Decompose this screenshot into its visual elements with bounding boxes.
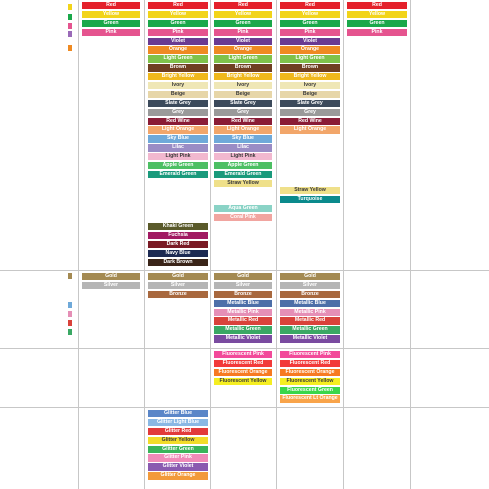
chip-stack-extra — [214, 205, 272, 223]
color-chip: Light Green — [214, 55, 272, 62]
color-chip: Glitter Pink — [148, 454, 208, 461]
color-chip: Grey — [280, 109, 340, 116]
color-chip: Pink — [82, 29, 140, 36]
color-chip: Silver — [148, 282, 208, 289]
color-chip: Bright Yellow — [214, 73, 272, 80]
chip-stack — [148, 410, 208, 481]
color-chip: Slate Grey — [280, 100, 340, 107]
color-chip: Emerald Green — [214, 171, 272, 178]
color-chip: Yellow — [280, 11, 340, 18]
color-chip: Bronze — [214, 291, 272, 298]
color-chip: Red — [280, 2, 340, 9]
chip-stack — [82, 2, 140, 38]
color-chip: Gold — [82, 273, 140, 280]
color-chip: Red — [148, 2, 208, 9]
color-chip: Gold — [148, 273, 208, 280]
edge-swatch — [68, 311, 72, 317]
color-chip: Pink — [148, 29, 208, 36]
color-chip: Fluorescent Pink — [214, 351, 272, 358]
color-chip: Fluorescent Red — [214, 360, 272, 367]
color-chip: Metallic Red — [280, 317, 340, 324]
column-divider — [343, 0, 344, 489]
edge-swatch — [68, 273, 72, 279]
color-chip: Brown — [214, 64, 272, 71]
color-chip: Red Wine — [148, 118, 208, 125]
color-chip: Slate Grey — [214, 100, 272, 107]
color-chip: Red — [347, 2, 407, 9]
color-chip: Green — [148, 20, 208, 27]
color-chip: Gold — [280, 273, 340, 280]
color-chip: Dark Red — [148, 241, 208, 248]
color-chip: Red — [82, 2, 140, 9]
color-chip: Bronze — [280, 291, 340, 298]
chip-stack — [214, 351, 272, 387]
color-chip: Red — [214, 2, 272, 9]
color-chip: Bright Yellow — [280, 73, 340, 80]
color-chip: Violet — [280, 38, 340, 45]
color-chip: Metallic Pink — [280, 309, 340, 316]
color-chip: Light Orange — [280, 126, 340, 133]
color-chip: Beige — [280, 91, 340, 98]
column-divider — [144, 0, 145, 489]
color-chip: Fluorescent Orange — [214, 369, 272, 376]
color-chip: Silver — [82, 282, 140, 289]
color-chip: Fluorescent Yellow — [280, 378, 340, 385]
color-chip: Metallic Violet — [280, 335, 340, 342]
edge-swatch — [68, 14, 72, 20]
color-chip: Yellow — [82, 11, 140, 18]
color-chip: Red Wine — [214, 118, 272, 125]
color-chip: Bronze — [148, 291, 208, 298]
color-chip: Orange — [214, 46, 272, 53]
color-chip: Green — [280, 20, 340, 27]
color-chip: Coral Pink — [214, 214, 272, 221]
chip-stack-extra — [148, 223, 208, 267]
chip-stack — [148, 2, 208, 180]
color-chip: Glitter Violet — [148, 463, 208, 470]
color-chip: Glitter Red — [148, 428, 208, 435]
chip-stack — [280, 273, 340, 344]
color-chip: Metallic Blue — [214, 300, 272, 307]
color-chip: Khaki Green — [148, 223, 208, 230]
chip-stack — [148, 273, 208, 300]
column-divider — [276, 0, 277, 489]
edge-swatch — [68, 31, 72, 37]
color-chip: Grey — [214, 109, 272, 116]
color-chip: Apple Green — [148, 162, 208, 169]
color-chip: Glitter Orange — [148, 472, 208, 479]
color-chip: Light Pink — [214, 153, 272, 160]
edge-swatch — [68, 302, 72, 308]
color-chip: Red Wine — [280, 118, 340, 125]
color-chip: Bright Yellow — [148, 73, 208, 80]
color-chip: Brown — [148, 64, 208, 71]
color-chip: Apple Green — [214, 162, 272, 169]
color-chip: Orange — [280, 46, 340, 53]
color-chip: Fluorescent Red — [280, 360, 340, 367]
row-divider — [0, 348, 489, 349]
color-chip: Light Orange — [214, 126, 272, 133]
color-chip: Yellow — [148, 11, 208, 18]
color-chip: Navy Blue — [148, 250, 208, 257]
chip-stack — [82, 273, 140, 291]
color-chip: Light Orange — [148, 126, 208, 133]
color-chip: Metallic Red — [214, 317, 272, 324]
color-chip: Grey — [148, 109, 208, 116]
color-chip: Slate Grey — [148, 100, 208, 107]
color-chip: Silver — [280, 282, 340, 289]
color-chip: Ivory — [148, 82, 208, 89]
color-chip: Straw Yellow — [214, 180, 272, 187]
color-chip: Brown — [280, 64, 340, 71]
color-chip: Dark Brown — [148, 259, 208, 266]
row-divider — [0, 407, 489, 408]
color-chip: Orange — [148, 46, 208, 53]
edge-swatch — [68, 329, 72, 335]
color-chip: Fluorescent Yellow — [214, 378, 272, 385]
color-chip: Lilac — [148, 144, 208, 151]
edge-swatch — [68, 4, 72, 10]
color-chip: Beige — [214, 91, 272, 98]
color-chip: Gold — [214, 273, 272, 280]
chip-stack — [214, 2, 272, 189]
chip-stack-extra — [280, 187, 340, 205]
color-chip: Straw Yellow — [280, 187, 340, 194]
row-divider — [0, 270, 489, 271]
chip-stack — [280, 2, 340, 135]
color-chip: Metallic Green — [214, 326, 272, 333]
color-chip: Fluorescent Green — [280, 387, 340, 394]
color-chip: Sky Blue — [214, 135, 272, 142]
color-chip: Pink — [280, 29, 340, 36]
column-divider — [410, 0, 411, 489]
chip-stack — [214, 273, 272, 344]
edge-swatch — [68, 45, 72, 51]
color-chip: Pink — [214, 29, 272, 36]
chip-stack — [347, 2, 407, 38]
color-chip: Fluorescent Orange — [280, 369, 340, 376]
column-divider — [210, 0, 211, 489]
color-chip: Fuchsia — [148, 232, 208, 239]
color-chip: Green — [347, 20, 407, 27]
color-chip: Glitter Light Blue — [148, 419, 208, 426]
color-chip: Ivory — [214, 82, 272, 89]
color-chip: Pink — [347, 29, 407, 36]
color-chip: Ivory — [280, 82, 340, 89]
color-chip: Yellow — [214, 11, 272, 18]
color-chip: Sky Blue — [148, 135, 208, 142]
color-chip: Light Green — [280, 55, 340, 62]
color-chip: Glitter Green — [148, 446, 208, 453]
color-chip: Violet — [214, 38, 272, 45]
color-chip: Fluorescent Lt Orange — [280, 395, 340, 402]
color-chip: Violet — [148, 38, 208, 45]
color-chip: Light Pink — [148, 153, 208, 160]
color-chip: Emerald Green — [148, 171, 208, 178]
color-chip: Green — [214, 20, 272, 27]
color-chip: Lilac — [214, 144, 272, 151]
color-chip: Glitter Blue — [148, 410, 208, 417]
column-divider — [78, 0, 79, 489]
color-chip: Green — [82, 20, 140, 27]
edge-swatch — [68, 23, 72, 29]
color-chip: Yellow — [347, 11, 407, 18]
color-chip: Metallic Blue — [280, 300, 340, 307]
color-chip: Aqua Green — [214, 205, 272, 212]
color-chip: Silver — [214, 282, 272, 289]
color-chip: Glitter Yellow — [148, 437, 208, 444]
color-chip: Fluorescent Pink — [280, 351, 340, 358]
color-chip: Metallic Violet — [214, 335, 272, 342]
color-chip: Metallic Pink — [214, 309, 272, 316]
edge-swatch — [68, 320, 72, 326]
color-chip: Beige — [148, 91, 208, 98]
color-chip: Metallic Green — [280, 326, 340, 333]
chip-stack — [280, 351, 340, 404]
color-chip: Light Green — [148, 55, 208, 62]
color-chip: Turquoise — [280, 196, 340, 203]
